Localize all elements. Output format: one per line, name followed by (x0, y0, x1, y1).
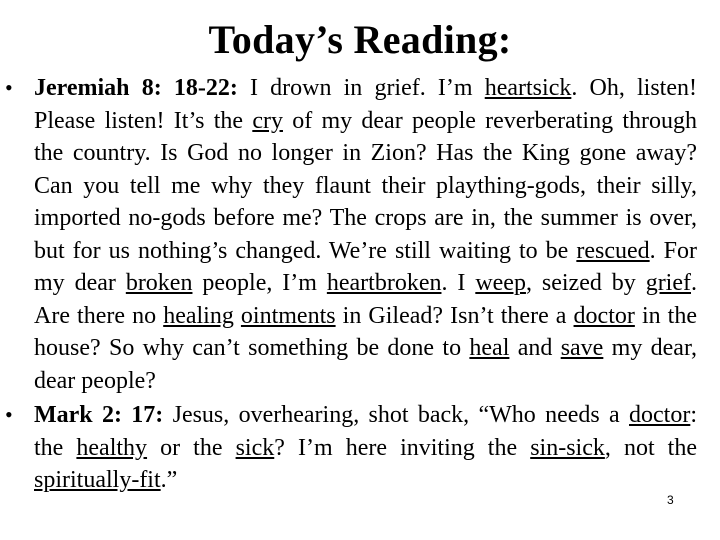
text-segment: in Gilead? Isn’t there a (335, 302, 574, 329)
underlined-word: grief (645, 270, 691, 296)
slide-title: Today’s Reading: (208, 17, 512, 62)
page-number: 3 (667, 493, 674, 507)
underlined-word: doctor (629, 402, 691, 428)
bullet-item-jeremiah (5, 72, 698, 397)
text-segment: . I (441, 270, 476, 296)
underlined-word: healthy (76, 434, 148, 461)
bullet-marker: • (5, 75, 13, 100)
underlined-word: sin-sick (530, 434, 605, 461)
underlined-word: broken (125, 270, 193, 296)
underlined-word: ointments (240, 302, 336, 329)
text-segment: . For my dear (34, 237, 697, 296)
text-segment: .” (160, 467, 178, 493)
text-segment: : the (34, 402, 697, 461)
scripture-text (34, 75, 697, 394)
bullet-marker: • (5, 402, 13, 427)
underlined-word: heartbroken (326, 270, 442, 296)
text-segment: people, I’m (192, 270, 327, 296)
text-segment: in the house? So why can’t something be done to (34, 302, 698, 361)
underlined-word: spiritually-fit (34, 467, 161, 493)
text-segment: Jesus, overhearing, shot back, “Who needs a (163, 402, 630, 428)
scripture-reference: Mark 2: 17: (34, 402, 164, 428)
underlined-word: heal (469, 335, 510, 361)
underlined-word: rescued (576, 237, 650, 264)
underlined-word: doctor (573, 302, 635, 329)
underlined-word: cry (252, 107, 283, 134)
text-segment: . Are there no (34, 270, 697, 329)
underlined-word: heartsick (484, 75, 572, 101)
underlined-word: healing (163, 302, 234, 329)
text-segment: ? I’m here inviting the (274, 434, 531, 461)
scripture-reference: Jeremiah 8: 18-22: (34, 75, 238, 101)
text-segment: I drown in grief. I’m (237, 75, 485, 101)
text-segment: my dear, dear people? (34, 335, 697, 394)
text-segment: and (509, 335, 561, 361)
text-segment (234, 303, 241, 329)
text-segment: or the (147, 434, 236, 461)
text-segment: of my dear people reverberating through the country. Is God no longer in Zion? Has the King gone away? Can you tell me why they flaunt their plaything-gods, their silly, imported no-gods before me? The crops are in, the summer is over, but for us nothing’s changed. We’re still waiting to be (34, 107, 697, 264)
underlined-word: sick (235, 434, 275, 461)
bullet-item-mark (5, 399, 698, 497)
text-segment: . Oh, listen! Please listen! It’s the (34, 75, 697, 134)
underlined-word: weep (475, 270, 526, 296)
underlined-word: save (560, 335, 604, 361)
text-segment: , seized by (525, 270, 646, 296)
bullet-list (0, 72, 720, 497)
text-segment: , not the (604, 434, 698, 461)
